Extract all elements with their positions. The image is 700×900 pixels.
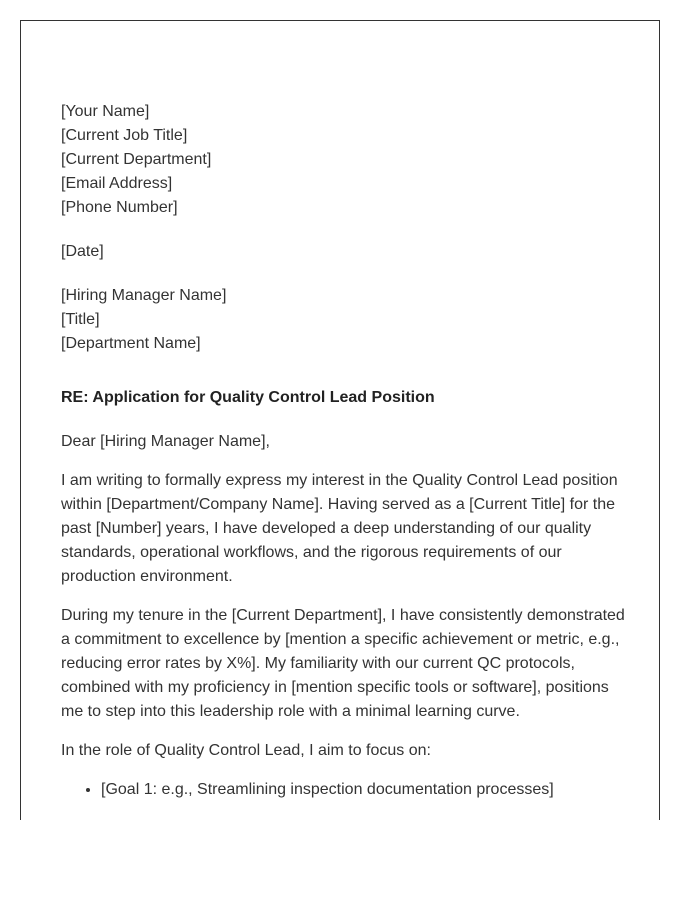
goal-item-1: • [Goal 1: e.g., Streamlining inspection documentation processes] (101, 778, 631, 802)
subject-line: RE: Application for Quality Control Lead Position (61, 389, 435, 406)
sender-job-title: [Current Job Title] (61, 127, 188, 144)
body-paragraph-3: In the role of Quality Control Lead, I aim to focus on: (61, 742, 431, 759)
goals-list (61, 778, 631, 802)
sender-phone: [Phone Number] (61, 199, 178, 216)
sender-department: [Current Department] (61, 151, 212, 168)
recipient-block (61, 284, 631, 356)
body-paragraph-2: During my tenure in the [Current Department], I have consistently demonstrated a commitment to excellence by [mention a specific achievement or metric, e.g., reducing error rates by X%]. My familiarity with our current QC protocols, combined with my proficiency in [mention specific tools or software], positions me to step into this leadership role with a minimal learning curve. (61, 607, 625, 720)
date-block (61, 240, 631, 264)
sender-email: [Email Address] (61, 175, 173, 192)
letter-page (20, 20, 660, 820)
body-paragraph-1: I am writing to formally express my interest in the Quality Control Lead position within [Department/Company Name]. Having served as a [Current Title] for the past [Number] years, I have developed a deep understanding of our quality standards, operational workflows, and the rigorous requirements of our production environment. (61, 472, 618, 585)
sender-block (61, 100, 631, 220)
salutation: Dear [Hiring Manager Name], (61, 433, 270, 450)
letter-content (61, 100, 631, 802)
recipient-title: [Title] (61, 311, 100, 328)
letter-date: [Date] (61, 243, 104, 260)
recipient-name: [Hiring Manager Name] (61, 287, 227, 304)
recipient-department: [Department Name] (61, 335, 201, 352)
sender-name: [Your Name] (61, 103, 150, 120)
